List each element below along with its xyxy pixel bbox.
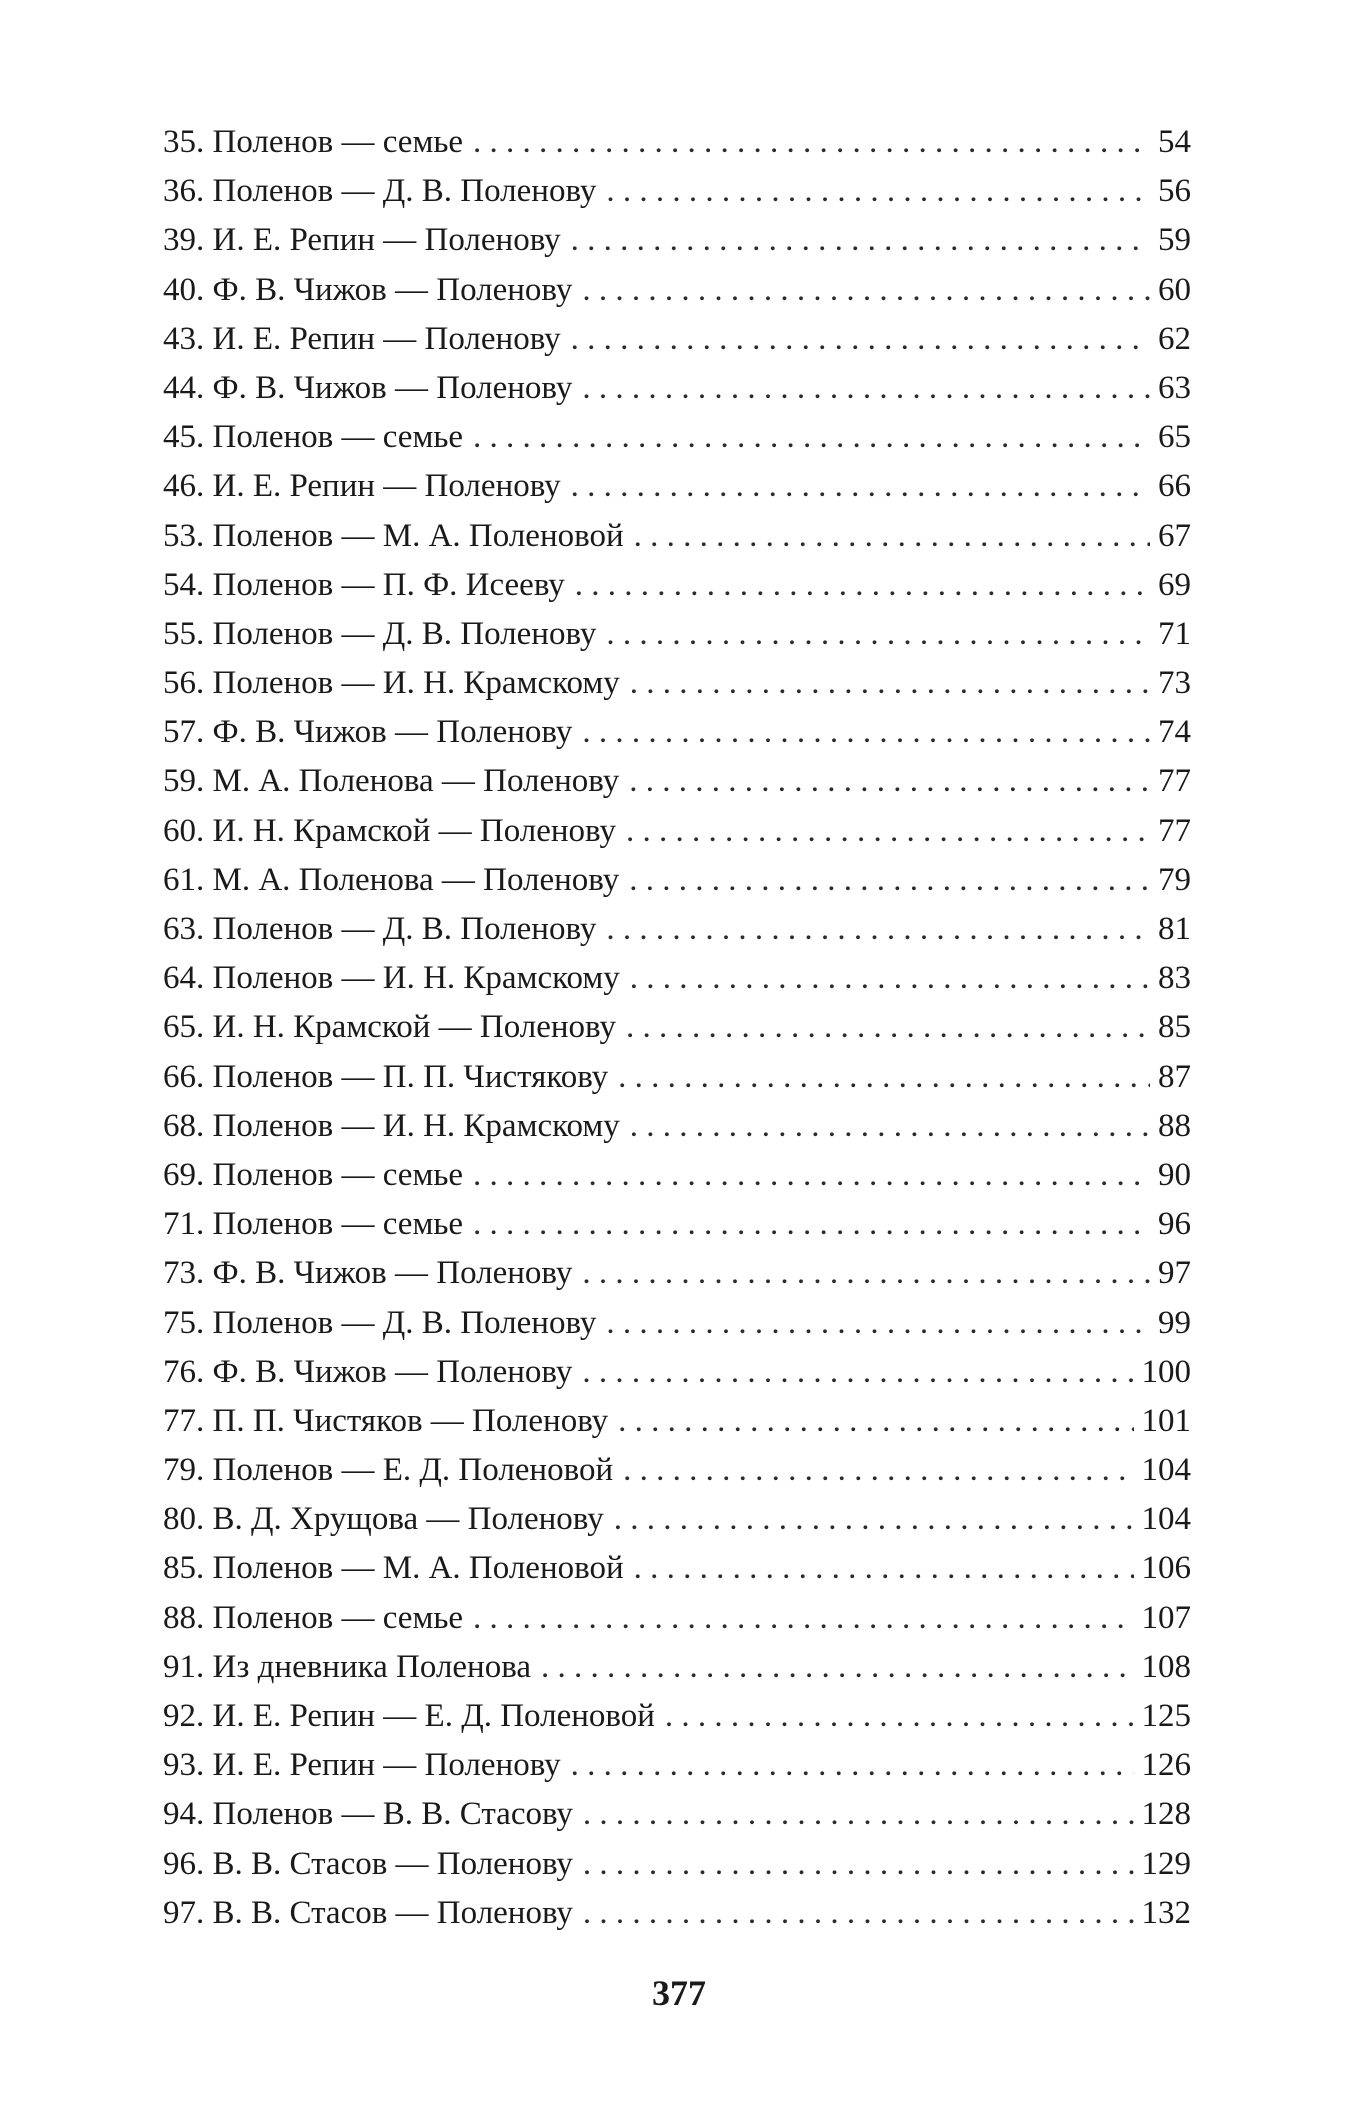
toc-entry-title: 59. М. А. Поленова — Поленову [163,763,620,800]
toc-entry-title: 56. Поленов — И. Н. Крамскому [163,665,620,702]
toc-entry-page: 96 [1158,1206,1191,1243]
toc-dot-leader [623,1446,1133,1495]
toc-entry-title: 66. Поленов — П. П. Чистякову [163,1058,609,1095]
toc-entry [163,856,1191,905]
toc-dot-leader [630,659,1150,708]
toc-dot-leader [571,216,1150,265]
toc-dot-leader [583,1840,1134,1889]
toc-entry-page: 107 [1141,1599,1191,1636]
toc-dot-leader [606,610,1150,659]
toc-entry-page: 73 [1158,665,1191,702]
toc-entry-title: 45. Поленов — семье [163,419,464,456]
toc-entry-title: 55. Поленов — Д. В. Поленову [163,615,597,652]
toc-dot-leader [571,315,1150,364]
toc-entry-title: 91. Из дневника Поленова [163,1648,532,1685]
toc-entry-title: 71. Поленов — семье [163,1206,464,1243]
toc-dot-leader [606,1299,1150,1348]
toc-entry-title: 54. Поленов — П. Ф. Исееву [163,566,565,603]
toc-entry [163,1053,1191,1102]
toc-entry-title: 46. И. Е. Репин — Поленову [163,468,561,505]
toc-entry [163,1495,1191,1544]
table-of-contents [163,118,1191,1938]
toc-entry-title: 80. В. Д. Хрущова — Поленову [163,1501,604,1538]
toc-entry [163,1544,1191,1593]
toc-dot-leader [629,757,1150,806]
toc-dot-leader [473,118,1150,167]
toc-entry [163,905,1191,954]
toc-dot-leader [583,1790,1134,1839]
toc-entry-title: 88. Поленов — семье [163,1599,464,1636]
toc-entry-title: 94. Поленов — В. В. Стасову [163,1796,573,1833]
toc-entry-page: 54 [1158,124,1191,160]
toc-dot-leader [626,807,1150,856]
toc-entry [163,708,1191,757]
toc-dot-leader [606,905,1150,954]
toc-entry-title: 63. Поленов — Д. В. Поленову [163,911,597,947]
toc-entry [163,1151,1191,1200]
toc-entry-page: 62 [1158,320,1191,357]
toc-entry [163,954,1191,1003]
toc-entry-title: 75. Поленов — Д. В. Поленову [163,1304,597,1341]
toc-entry-page: 63 [1158,369,1191,406]
toc-entry [163,1594,1191,1643]
toc-entry-title: 69. Поленов — семье [163,1156,464,1193]
toc-entry-title: 39. И. Е. Репин — Поленову [163,222,561,259]
toc-entry-page: 81 [1158,911,1191,947]
toc-entry [163,512,1191,561]
toc-entry-title: 76. Ф. В. Чижов — Поленову [163,1353,573,1390]
toc-entry-page: 85 [1158,1009,1191,1046]
toc-dot-leader [582,266,1150,315]
toc-entry-page: 77 [1158,763,1191,800]
toc-dot-leader [473,1200,1150,1249]
toc-entry-title: 85. Поленов — М. А. Поленовой [163,1550,624,1587]
toc-dot-leader [618,1397,1133,1446]
toc-entry [163,1790,1191,1839]
toc-dot-leader [582,364,1150,413]
toc-dot-leader [582,708,1150,757]
toc-dot-leader [630,954,1150,1003]
toc-dot-leader [541,1643,1133,1692]
toc-entry-title: 79. Поленов — Е. Д. Поленовой [163,1452,614,1489]
toc-entry-page: 126 [1141,1747,1191,1784]
toc-entry-title: 36. Поленов — Д. В. Поленову [163,173,597,210]
toc-entry-title: 64. Поленов — И. Н. Крамскому [163,960,620,997]
toc-entry-title: 73. Ф. В. Чижов — Поленову [163,1255,573,1292]
toc-dot-leader [614,1495,1134,1544]
toc-entry-title: 96. В. В. Стасов — Поленову [163,1845,573,1882]
toc-entry-page: 104 [1141,1501,1191,1538]
toc-entry-page: 100 [1141,1353,1191,1390]
toc-dot-leader [634,512,1150,561]
toc-entry-page: 104 [1141,1452,1191,1489]
toc-entry-page: 97 [1158,1255,1191,1292]
toc-entry-title: 60. И. Н. Крамской — Поленову [163,812,616,849]
toc-entry-page: 129 [1141,1845,1191,1882]
toc-entry-page: 128 [1141,1796,1191,1833]
toc-entry-title: 53. Поленов — М. А. Поленовой [163,517,624,554]
toc-entry [163,1692,1191,1741]
toc-entry-title: 77. П. П. Чистяков — Поленову [163,1402,609,1439]
toc-dot-leader [571,462,1150,511]
toc-entry-page: 65 [1158,419,1191,456]
toc-entry-page: 108 [1141,1648,1191,1685]
toc-entry-page: 106 [1141,1550,1191,1587]
toc-entry-title: 44. Ф. В. Чижов — Поленову [163,369,573,406]
page-number: 377 [652,1973,706,2013]
toc-entry-page: 71 [1158,615,1191,652]
toc-entry-page: 125 [1141,1698,1191,1734]
toc-entry [163,1446,1191,1495]
toc-entry [163,1741,1191,1790]
toc-entry-page: 60 [1158,271,1191,308]
toc-dot-leader [618,1053,1150,1102]
toc-entry [163,1397,1191,1446]
toc-entry-page: 56 [1158,173,1191,210]
toc-entry-title: 97. В. В. Стасов — Поленову [163,1894,573,1931]
toc-entry-title: 40. Ф. В. Чижов — Поленову [163,271,573,308]
toc-dot-leader [665,1692,1134,1741]
toc-entry [163,1643,1191,1692]
toc-dot-leader [606,167,1150,216]
toc-entry-page: 67 [1158,517,1191,554]
toc-entry-title: 43. И. Е. Репин — Поленову [163,320,561,357]
toc-entry-title: 57. Ф. В. Чижов — Поленову [163,714,573,751]
toc-entry-title: 68. Поленов — И. Н. Крамскому [163,1107,620,1144]
toc-entry [163,462,1191,511]
toc-entry [163,216,1191,265]
toc-dot-leader [571,1741,1134,1790]
toc-entry-page: 101 [1141,1402,1191,1439]
toc-entry [163,1102,1191,1151]
toc-dot-leader [630,1102,1150,1151]
toc-entry [163,315,1191,364]
toc-entry-title: 92. И. Е. Репин — Е. Д. Поленовой [163,1698,655,1734]
toc-entry [163,659,1191,708]
toc-entry [163,1200,1191,1249]
toc-dot-leader [583,1889,1134,1938]
toc-entry [163,1299,1191,1348]
toc-entry [163,118,1191,167]
toc-entry-page: 74 [1158,714,1191,751]
toc-entry [163,561,1191,610]
toc-entry-page: 99 [1158,1304,1191,1341]
toc-dot-leader [582,1249,1150,1298]
toc-entry [163,807,1191,856]
toc-entry [163,1840,1191,1889]
toc-entry [163,167,1191,216]
toc-dot-leader [626,1003,1150,1052]
toc-entry-title: 65. И. Н. Крамской — Поленову [163,1009,616,1046]
toc-entry-page: 69 [1158,566,1191,603]
toc-entry [163,610,1191,659]
toc-entry-page: 66 [1158,468,1191,505]
toc-entry [163,1249,1191,1298]
toc-dot-leader [575,561,1150,610]
toc-entry-page: 90 [1158,1156,1191,1193]
toc-entry-title: 61. М. А. Поленова — Поленову [163,861,620,898]
toc-entry [163,1889,1191,1938]
toc-dot-leader [473,1594,1133,1643]
toc-entry [163,364,1191,413]
toc-entry-page: 79 [1158,861,1191,898]
toc-entry [163,1003,1191,1052]
toc-entry [163,413,1191,462]
toc-entry-title: 93. И. Е. Репин — Поленову [163,1747,561,1784]
toc-entry-page: 77 [1158,812,1191,849]
toc-entry-page: 59 [1158,222,1191,259]
toc-entry-title: 35. Поленов — семье [163,124,464,160]
toc-entry [163,1348,1191,1397]
toc-dot-leader [629,856,1150,905]
toc-entry [163,757,1191,806]
toc-dot-leader [473,1151,1150,1200]
toc-entry [163,266,1191,315]
toc-entry-page: 83 [1158,960,1191,997]
toc-dot-leader [582,1348,1133,1397]
toc-dot-leader [473,413,1150,462]
toc-entry-page: 87 [1158,1058,1191,1095]
toc-entry-page: 132 [1141,1894,1191,1931]
toc-dot-leader [634,1544,1134,1593]
toc-entry-page: 88 [1158,1107,1191,1144]
